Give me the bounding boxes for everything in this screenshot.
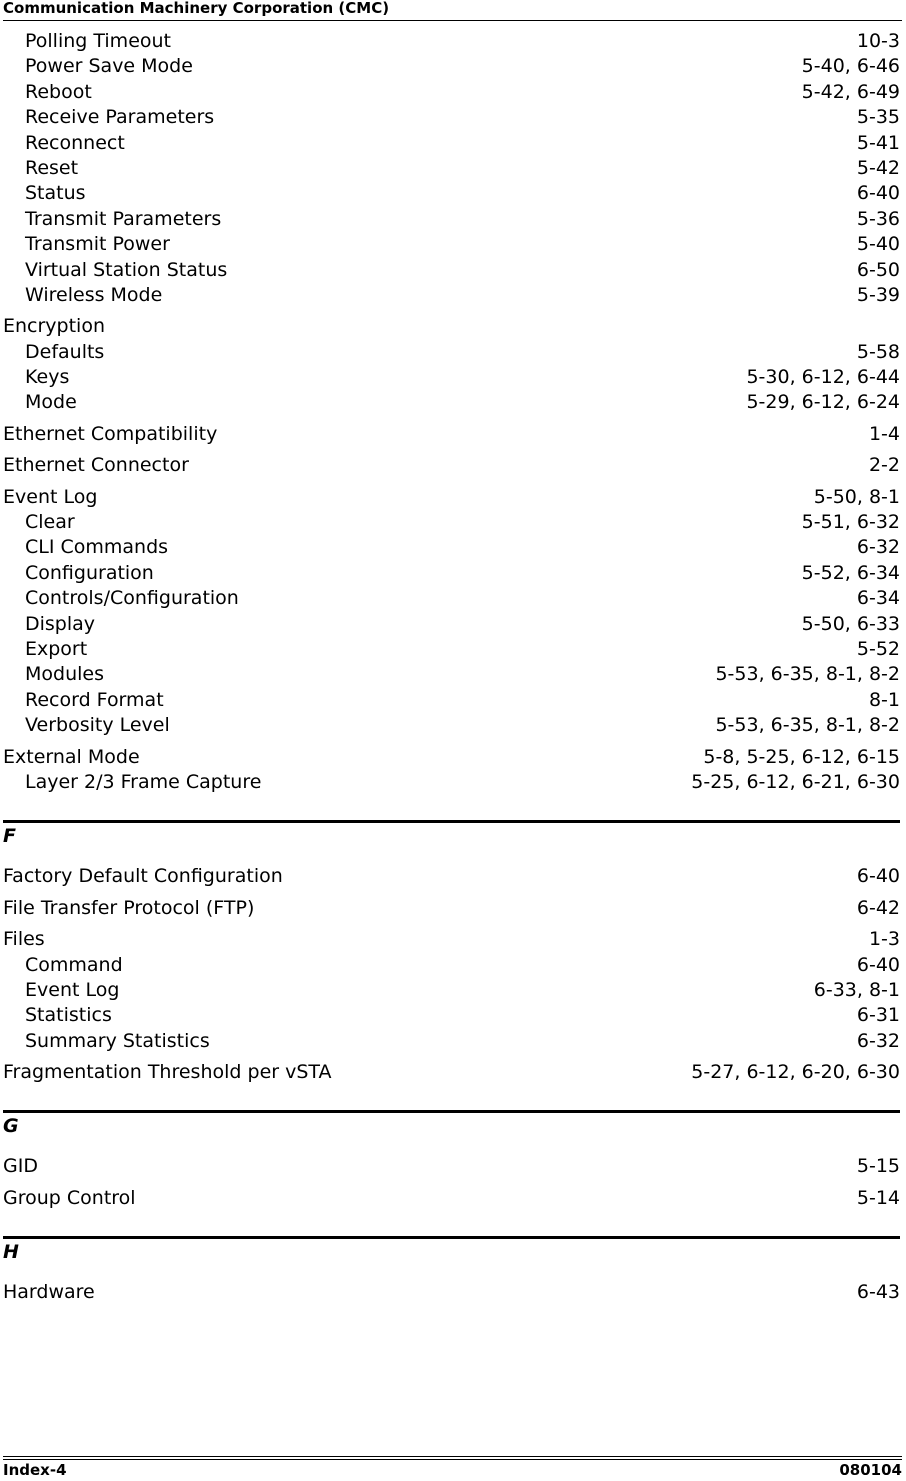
index-term: Polling Timeout	[25, 30, 171, 52]
index-term: GID	[3, 1155, 38, 1178]
index-page-refs: 5-14	[856, 1186, 900, 1209]
index-subentry	[3, 207, 900, 232]
index-page-refs: 6-34	[856, 587, 900, 610]
index-term: Reboot	[25, 80, 92, 103]
index-page-refs: 2-2	[868, 454, 900, 477]
index-page-refs: 5-39	[856, 283, 900, 306]
index-term: Reconnect	[25, 131, 125, 154]
index-term: CLI Commands	[25, 536, 169, 559]
page-footer	[3, 1459, 902, 1481]
index-page-refs: 5-40, 6-46	[801, 55, 900, 78]
index-term: Defaults	[25, 340, 105, 363]
index-entry	[3, 314, 900, 339]
index-term: Transmit Power	[25, 233, 170, 256]
index-subentry	[3, 390, 900, 415]
index-term: Event Log	[25, 978, 120, 1001]
index-term: Event Log	[3, 485, 98, 508]
index-subentry	[3, 365, 900, 390]
index-page-refs: 10-3	[856, 30, 900, 52]
index-subentry	[3, 586, 900, 611]
index-term: Virtual Station Status	[25, 258, 228, 281]
index-subentry	[3, 662, 900, 687]
index-page-refs: 6-32	[856, 1029, 900, 1052]
index-entry	[3, 864, 900, 889]
index-page-refs: 6-31	[856, 1004, 900, 1027]
index-subentry	[3, 637, 900, 662]
header-title: Communication Machinery Corporation (CMC)	[3, 0, 390, 17]
index-entry	[3, 927, 900, 952]
index-subentry	[3, 612, 900, 637]
index-page-refs: 5-58	[856, 340, 900, 363]
index-page-refs: 5-40	[856, 233, 900, 256]
index-page-refs: 1-4	[868, 422, 900, 445]
index-subentry	[3, 156, 900, 181]
index-page-refs: 6-32	[856, 536, 900, 559]
index-entry	[3, 896, 900, 921]
index-subentry	[3, 688, 900, 713]
index-term: Receive Parameters	[25, 106, 215, 129]
index-page-refs: 6-43	[856, 1281, 900, 1304]
index-page-refs: 8-1	[868, 688, 900, 711]
index-subentry	[3, 258, 900, 283]
index-term: Files	[3, 928, 45, 951]
index-page-refs: 5-53, 6-35, 8-1, 8-2	[715, 663, 900, 686]
section-divider	[3, 1236, 900, 1239]
index-subentry	[3, 340, 900, 365]
index-page-refs: 5-27, 6-12, 6-20, 6-30	[691, 1061, 900, 1084]
index-page-refs: 5-8, 5-25, 6-12, 6-15	[703, 745, 900, 768]
index-subentry	[3, 29, 900, 54]
index-entry	[3, 453, 900, 478]
index-page-refs: 6-42	[856, 896, 900, 919]
index-subentry	[3, 80, 900, 105]
index-entry	[3, 485, 900, 510]
index-page-refs: 5-50, 8-1	[813, 485, 900, 508]
index-term: Wireless Mode	[25, 283, 163, 306]
index-page-refs: 5-51, 6-32	[801, 511, 900, 534]
index-term: Keys	[25, 366, 70, 389]
footer-page-label: Index-4	[3, 1461, 67, 1479]
index-term: Ethernet Compatibility	[3, 422, 218, 445]
index-page-refs: 5-52, 6-34	[801, 561, 900, 584]
index-page-refs: 5-30, 6-12, 6-44	[746, 366, 900, 389]
index-term: Reset	[25, 156, 79, 179]
index-entry	[3, 1186, 900, 1211]
index-term: Statistics	[25, 1004, 112, 1027]
index-subentry	[3, 181, 900, 206]
index-page-refs: 5-25, 6-12, 6-21, 6-30	[691, 770, 900, 793]
index-page-refs: 6-40	[856, 182, 900, 205]
index-page-refs: 5-36	[856, 207, 900, 230]
index-subentry	[3, 283, 900, 308]
index-subentry	[3, 953, 900, 978]
index-term: Clear	[25, 511, 75, 534]
index-entry	[3, 1280, 900, 1305]
section-letter: G	[3, 1115, 19, 1138]
index-term: Command	[25, 953, 123, 976]
index-term: Hardware	[3, 1281, 95, 1304]
index-term: Fragmentation Threshold per vSTA	[3, 1061, 332, 1084]
index-term: Factory Default Configuration	[3, 865, 283, 888]
index-page-refs: 1-3	[868, 928, 900, 951]
index-page-refs: 6-40	[856, 953, 900, 976]
index-term: Display	[25, 612, 96, 635]
index-entry	[3, 1060, 900, 1085]
footer-doc-code: 080104	[839, 1461, 902, 1479]
index-subentry	[3, 54, 900, 79]
index-subentry	[3, 978, 900, 1003]
index-page-refs: 5-50, 6-33	[801, 612, 900, 635]
index-subentry	[3, 1029, 900, 1054]
index-page-refs: 5-42, 6-49	[801, 80, 900, 103]
index-term: Verbosity Level	[25, 714, 170, 737]
index-term: Modules	[25, 663, 104, 686]
index-subentry	[3, 713, 900, 738]
index-term: Controls/Configuration	[25, 587, 239, 610]
section-letter: F	[3, 825, 16, 848]
index-subentry	[3, 510, 900, 535]
index-term: Export	[25, 637, 88, 660]
index-subentry	[3, 535, 900, 560]
index-subentry	[3, 105, 900, 130]
index-term: External Mode	[3, 745, 140, 768]
index-entry	[3, 745, 900, 770]
index-page-refs: 6-33, 8-1	[813, 978, 900, 1001]
index-term: Layer 2/3 Frame Capture	[25, 770, 262, 793]
index-term: Group Control	[3, 1186, 136, 1209]
section-divider	[3, 820, 900, 823]
index-page-refs: 5-35	[856, 106, 900, 129]
index-subentry	[3, 232, 900, 257]
index-term: Status	[25, 182, 86, 205]
index-content	[3, 29, 900, 1306]
index-page-refs: 5-42	[856, 156, 900, 179]
index-term: Summary Statistics	[25, 1029, 210, 1052]
index-term: File Transfer Protocol (FTP)	[3, 896, 255, 919]
index-entry	[3, 422, 900, 447]
index-page-refs: 6-50	[856, 258, 900, 281]
index-subentry	[3, 561, 900, 586]
index-page-refs: 5-53, 6-35, 8-1, 8-2	[715, 714, 900, 737]
index-page-refs: 5-29, 6-12, 6-24	[746, 391, 900, 414]
index-page-refs: 5-41	[856, 131, 900, 154]
index-entry	[3, 1154, 900, 1179]
section-letter: H	[3, 1241, 19, 1264]
index-term: Power Save Mode	[25, 55, 193, 78]
index-term: Ethernet Connector	[3, 454, 189, 477]
index-term: Encryption	[3, 315, 106, 338]
index-page-refs: 5-15	[856, 1155, 900, 1178]
index-term: Transmit Parameters	[25, 207, 222, 230]
page-header	[3, 0, 902, 21]
index-page-refs: 5-52	[856, 637, 900, 660]
index-term: Configuration	[25, 561, 154, 584]
index-term: Mode	[25, 391, 77, 414]
section-divider	[3, 1110, 900, 1113]
index-page-refs: 6-40	[856, 865, 900, 888]
index-term: Record Format	[25, 688, 164, 711]
index-subentry	[3, 131, 900, 156]
index-subentry	[3, 770, 900, 795]
index-subentry	[3, 1003, 900, 1028]
